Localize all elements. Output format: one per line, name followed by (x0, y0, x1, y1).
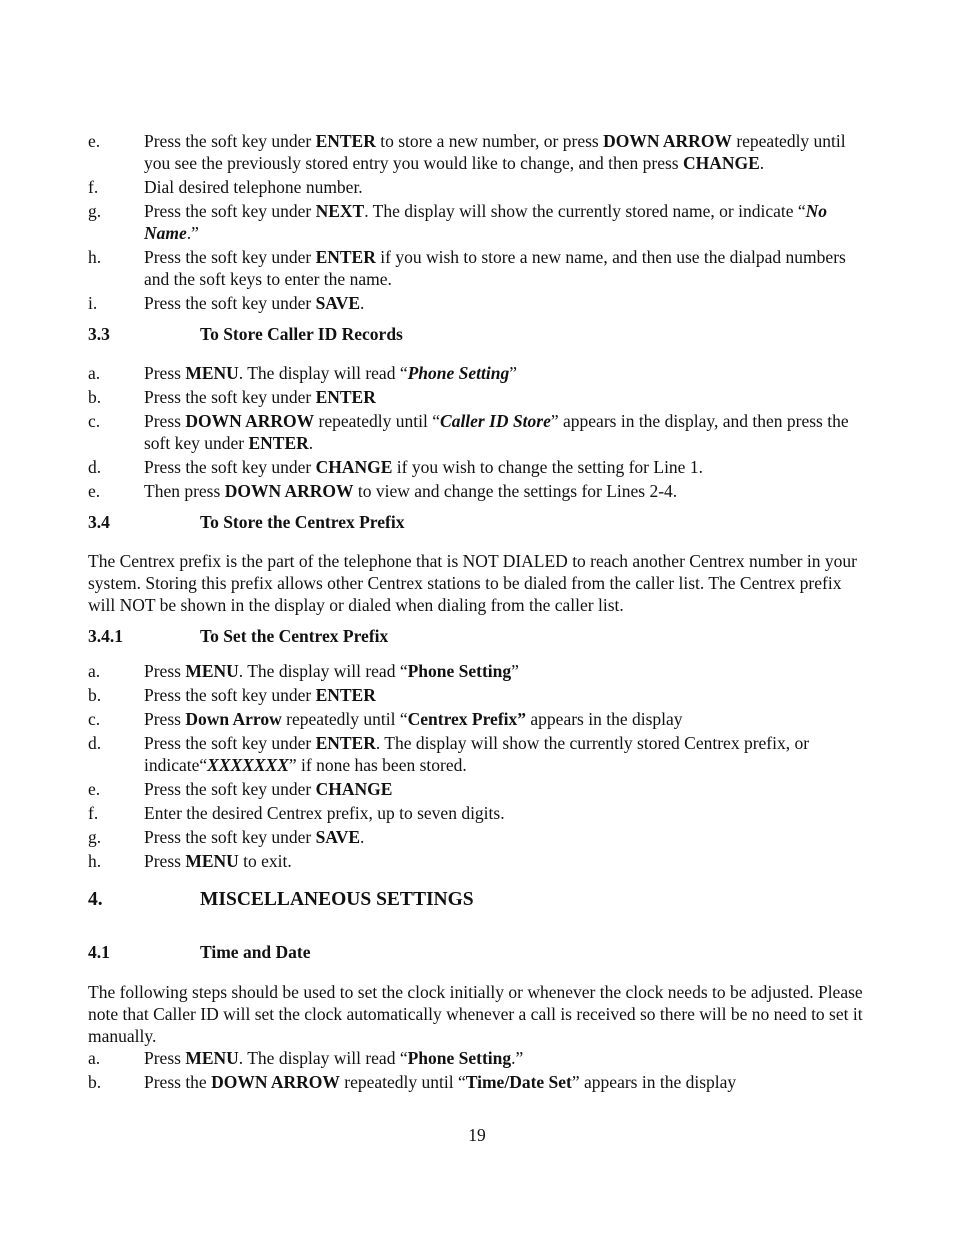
list-marker: e. (88, 131, 101, 151)
list-marker: d. (88, 457, 102, 477)
list-item: a. Press MENU. The display will read “Phone Setting.” (88, 1048, 524, 1068)
list-marker: c. (88, 411, 101, 431)
list-marker: g. (88, 827, 102, 847)
list-item: g. Press the soft key under SAVE. (88, 827, 365, 847)
list-marker: g. (88, 201, 102, 221)
section-heading (88, 625, 868, 647)
chapter-heading (88, 889, 868, 911)
list-marker: b. (88, 1072, 102, 1092)
list-item: d. Press the soft key under CHANGE if you wish to change the setting for Line 1. (88, 457, 703, 477)
section-heading (88, 323, 868, 345)
list-item: i. Press the soft key under SAVE. (88, 293, 365, 313)
document-page (88, 130, 868, 1093)
section-title: To Set the Centrex Prefix (200, 626, 389, 646)
body-paragraph: The Centrex prefix is the part of the telephone that is NOT DIALED to reach another Centrex number in your system. Storing this prefix allows other Centrex stations to be dialed from the caller list. The Centrex prefix will NOT be shown in the display or dialed when dialing from the caller list. (88, 551, 857, 615)
list-item: e. Then press DOWN ARROW to view and change the settings for Lines 2-4. (88, 481, 678, 501)
list-item: b. Press the soft key under ENTER (88, 685, 376, 705)
list-marker: i. (88, 293, 98, 313)
list-marker: b. (88, 685, 102, 705)
section-number: 3.4 (88, 512, 110, 532)
chapter-title: MISCELLANEOUS SETTINGS (200, 889, 474, 910)
section-heading (88, 941, 868, 963)
list-item: a. Press MENU. The display will read “Phone Setting” (88, 661, 519, 681)
section-title: To Store the Centrex Prefix (200, 512, 405, 532)
list-item: f. Enter the desired Centrex prefix, up to seven digits. (88, 803, 505, 823)
list-item: f. Dial desired telephone number. (88, 177, 363, 197)
list-marker: e. (88, 779, 101, 799)
section-title: To Store Caller ID Records (200, 324, 403, 344)
list-marker: e. (88, 481, 101, 501)
list-marker: a. (88, 363, 101, 383)
section-title: Time and Date (200, 942, 311, 962)
list-marker: a. (88, 661, 101, 681)
section-number: 3.4.1 (88, 626, 123, 646)
list-item: h. Press MENU to exit. (88, 851, 292, 871)
list-item: a. Press MENU. The display will read “Phone Setting” (88, 363, 517, 383)
page-number: 19 (468, 1125, 486, 1145)
list-marker: h. (88, 247, 102, 267)
chapter-number: 4. (88, 889, 103, 910)
list-item: e. Press the soft key under CHANGE (88, 779, 393, 799)
list-marker: f. (88, 177, 99, 197)
list-item: h. Press the soft key under ENTER if you wish to store a new name, and then use the dialpad numbers and the soft keys to enter the name. (88, 247, 846, 289)
section-heading (88, 511, 868, 533)
list-marker: c. (88, 709, 101, 729)
list-item: c. Press Down Arrow repeatedly until “Centrex Prefix” appears in the display (88, 709, 683, 729)
list-item: b. Press the soft key under ENTER (88, 387, 376, 407)
list-item: e. Press the soft key under ENTER to store a new number, or press DOWN ARROW repeatedly until you see the previously stored entry you would like to change, and then press CHANGE. (88, 131, 846, 173)
section-number: 3.3 (88, 324, 110, 344)
list-item: d. Press the soft key under ENTER. The display will show the currently stored Centrex prefix, or indicate“XXXXXXX” if none has been stored. (88, 733, 810, 775)
body-paragraph: The following steps should be used to set the clock initially or whenever the clock needs to be adjusted. Please note that Caller ID will set the clock automatically whenever a call is received so there will be no need to set it manually. (88, 982, 863, 1046)
list-marker: a. (88, 1048, 101, 1068)
section-number: 4.1 (88, 942, 110, 962)
list-marker: h. (88, 851, 102, 871)
list-item: b. Press the DOWN ARROW repeatedly until “Time/Date Set” appears in the display (88, 1072, 737, 1092)
list-marker: b. (88, 387, 102, 407)
list-item: c. Press DOWN ARROW repeatedly until “Caller ID Store” appears in the display, and then press the soft key under ENTER. (88, 411, 849, 453)
list-marker: d. (88, 733, 102, 753)
list-marker: f. (88, 803, 99, 823)
list-item: g. Press the soft key under NEXT. The display will show the currently stored name, or indicate “No Name.” (88, 201, 828, 243)
